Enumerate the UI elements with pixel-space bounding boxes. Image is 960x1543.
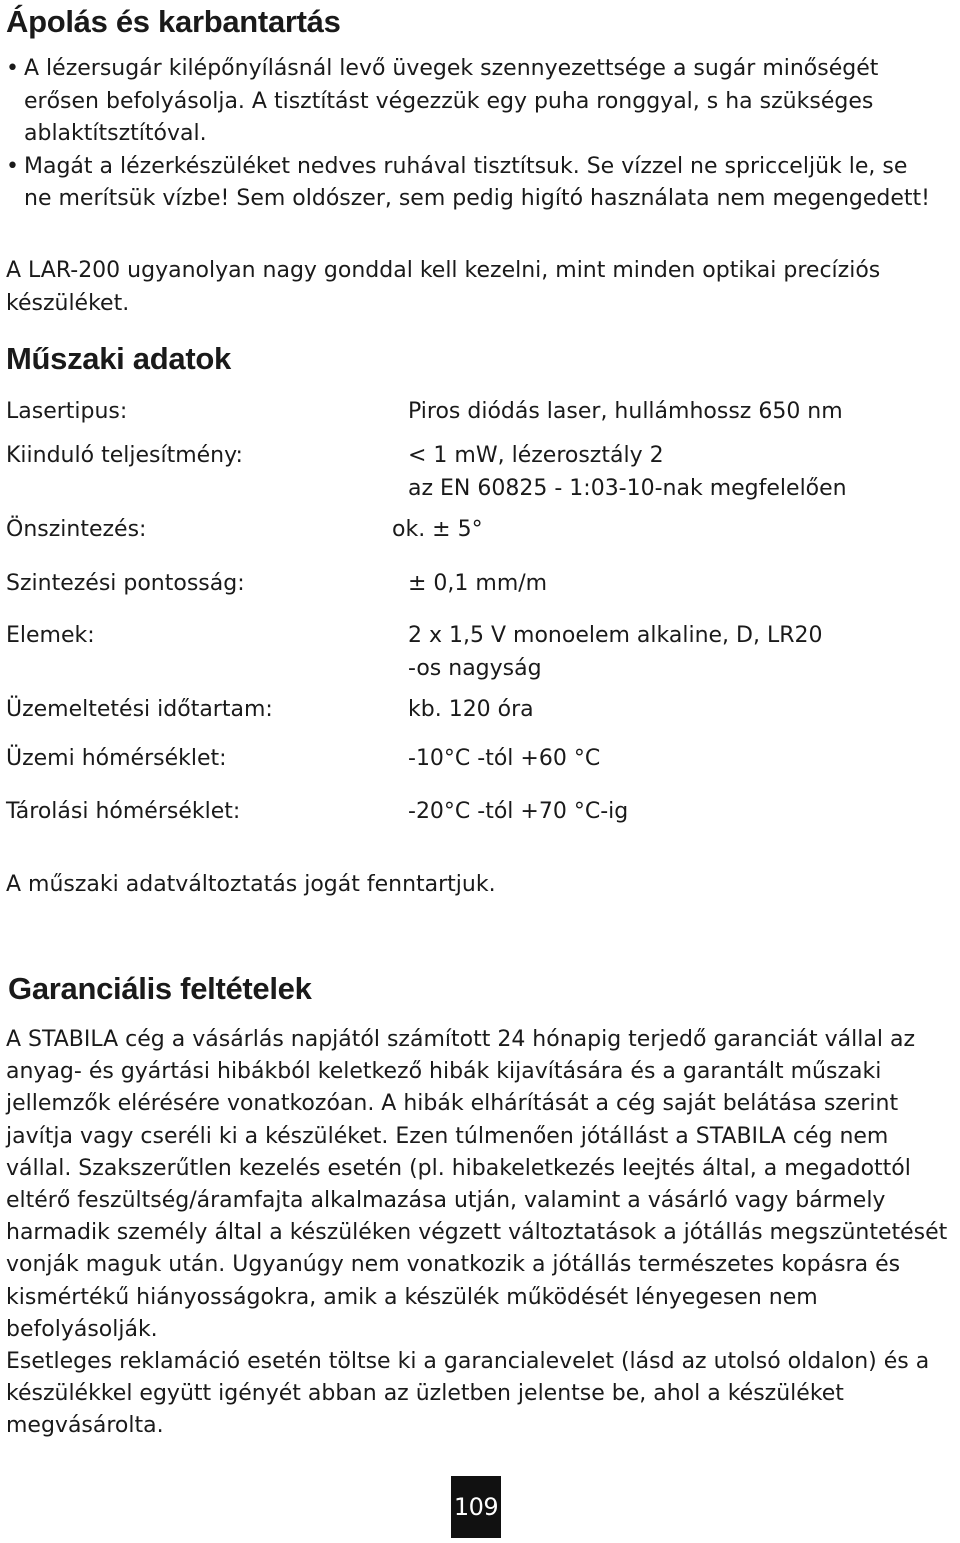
- spec-label: Lasertipus:: [6, 399, 128, 424]
- spec-value: ± 0,1 mm/m: [408, 571, 548, 596]
- spec-label: Kiinduló teljesítmény:: [6, 443, 243, 468]
- spec-label: Elemek:: [6, 623, 95, 648]
- specs-heading: Műszaki adatok: [6, 341, 231, 376]
- care-bullet-text: Magát a lézerkészüléket nedves ruhával tisztítsuk. Se vízzel ne spricceljük le, se ne merítsük vízbe! Sem oldószer, sem pedig higító használata nem megengedett!: [24, 153, 930, 211]
- bullet-icon: •: [6, 153, 19, 179]
- spec-label: Üzemeltetési időtartam:: [6, 697, 273, 722]
- care-bullet-item: [6, 53, 936, 151]
- spec-value: -10°C -tól +60 °C: [408, 746, 601, 771]
- care-bullet-text: A lézersugár kilépőnyílásnál levő üvegek szennyezettsége a sugár minőségét erősen befolyásolja. A tisztítást végezzük egy puha ronggyal, s ha szükséges ablaktítsztítóval.: [24, 56, 879, 146]
- spec-value: -20°C -tól +70 °C-ig: [408, 799, 629, 824]
- spec-label: Üzemi hómérséklet:: [6, 746, 227, 771]
- guarantee-heading: Garanciális feltételek: [8, 971, 312, 1006]
- spec-label: Tárolási hómérséklet:: [6, 799, 241, 824]
- care-note: A LAR-200 ugyanolyan nagy gonddal kell kezelni, mint minden optikai precíziós készüléket.: [6, 258, 881, 316]
- spec-value: kb. 120 óra: [408, 697, 534, 722]
- spec-value: Piros diódás laser, hullámhossz 650 nm: [408, 399, 843, 424]
- spec-label: Önszintezés:: [6, 517, 147, 542]
- spec-value: ok. ± 5°: [392, 517, 483, 542]
- care-heading: Ápolás és karbantartás: [6, 4, 341, 39]
- specs-footer-note: A műszaki adatváltoztatás jogát fenntartjuk.: [6, 872, 496, 897]
- page-number: 109: [451, 1476, 501, 1538]
- bullet-icon: •: [6, 56, 19, 81]
- guarantee-paragraph: A STABILA cég a vásárlás napjától számított 24 hónapig terjedő garanciát vállal az anyag- és gyártási hibákból keletkező hibák kijavítására és a garantált műszaki jellemzők elérésére vonatkozóan. A hibák elhárítását a cég saját belátása szerint javítja vagy cseréli ki a készüléket. Ezen túlmenően jótállást a STABILA cég nem vállal. Szakszerűtlen kezelés esetén (pl. hibakeletkezés leejtés által, a megadottól eltérő feszültség/áramfajta alkalmazása utján, valamint a vásárló vagy bármely harmadik személy által a készüléken végzett változtatások a jótállás megszüntetését vonják maguk után. Ugyanúgy nem vonatkozik a jótállás természetes kopásra és kismértékű hiányosságokra, amik a készülék működését lényegesen nem befolyásolják.: [6, 1027, 948, 1342]
- care-bullet-item: [6, 151, 936, 216]
- guarantee-text: [6, 1024, 958, 1443]
- spec-value: < 1 mW, lézerosztály 2 az EN 60825 - 1:03-10-nak megfelelően: [408, 443, 847, 501]
- care-bullet-list: [6, 53, 936, 216]
- spec-label: Szintezési pontosság:: [6, 571, 245, 596]
- guarantee-paragraph: Esetleges reklamáció esetén töltse ki a garancialevelet (lásd az utolsó oldalon) és a készülékkel együtt igényét abban az üzletben jelentse be, ahol a készüléket megvásárolta.: [6, 1349, 930, 1439]
- spec-value: 2 x 1,5 V monoelem alkaline, D, LR20 -os nagyság: [408, 623, 823, 681]
